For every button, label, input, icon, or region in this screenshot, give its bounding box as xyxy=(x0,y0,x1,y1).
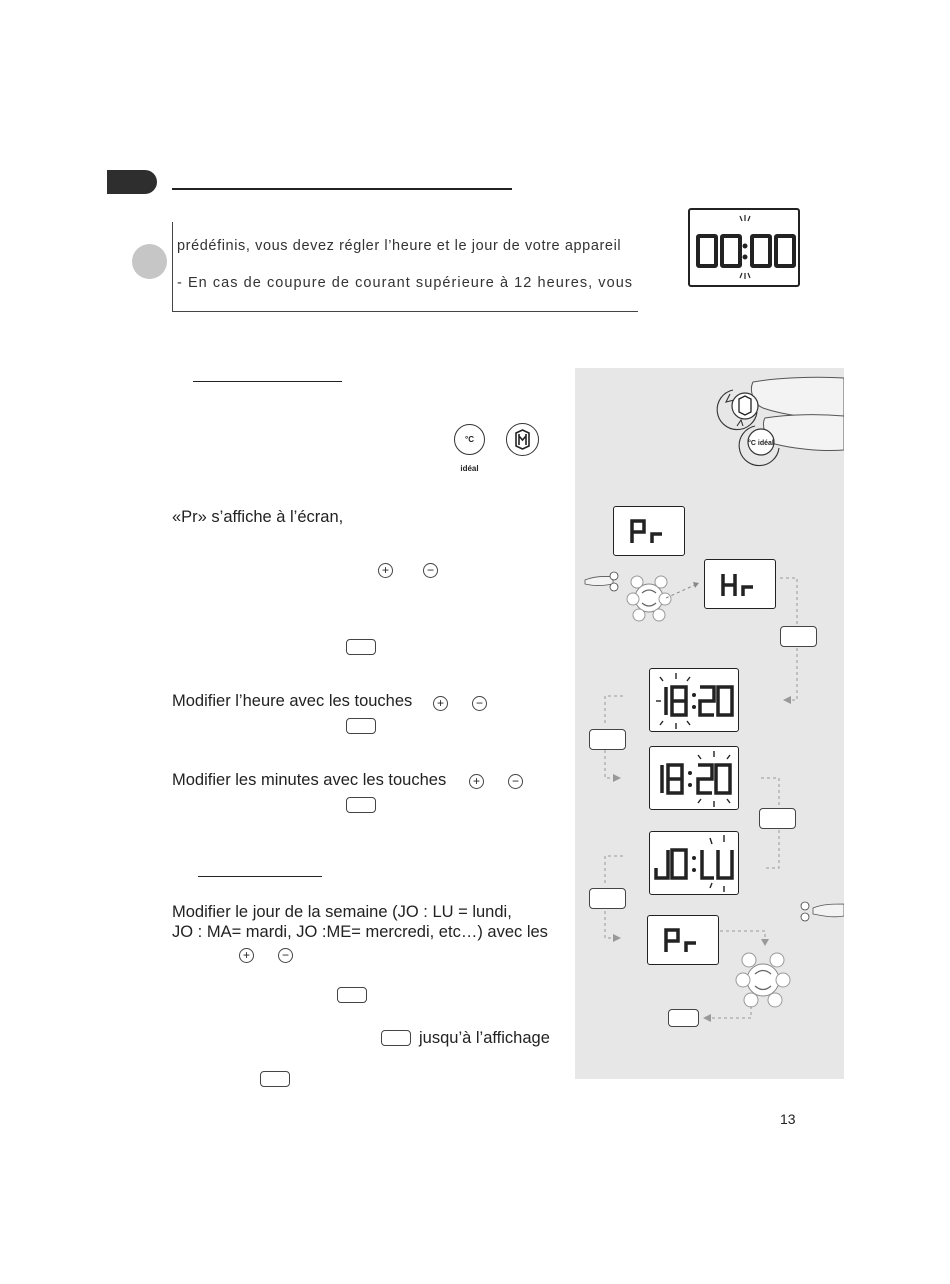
key-icon xyxy=(337,987,367,1003)
subheading-rule-1 xyxy=(193,381,342,382)
day-instruction-line-1: Modifier le jour de la semaine (JO : LU = lundi, xyxy=(172,903,512,921)
day-instruction-line-2: JO : MA= mardi, JO :ME= mercredi, etc…) avec les xyxy=(172,923,548,941)
minus-icon: − xyxy=(278,948,293,963)
minus-icon: − xyxy=(508,774,523,789)
lcd-display-hour-blink xyxy=(649,668,739,732)
key-icon xyxy=(346,797,376,813)
lcd-display-hr xyxy=(704,559,776,609)
diagram-key-icon xyxy=(589,729,626,750)
page-number: 13 xyxy=(780,1111,796,1127)
key-icon xyxy=(346,639,376,655)
plus-icon: + xyxy=(239,948,254,963)
lcd-display-minute-blink xyxy=(649,746,739,810)
hour-instruction: Modifier l’heure avec les touches xyxy=(172,692,413,710)
diagram-key-icon xyxy=(668,1009,699,1027)
lcd-top-segments xyxy=(690,210,798,285)
diagram-key-icon xyxy=(759,808,796,829)
plus-icon: + xyxy=(469,774,484,789)
info-circle xyxy=(132,244,167,279)
lcd-display-day xyxy=(649,831,739,895)
info-line-1: prédéfinis, vous devez régler l’heure et le jour de votre appareil xyxy=(177,238,622,254)
diagram-key-icon xyxy=(780,626,817,647)
until-display-text: jusqu’à l’affichage xyxy=(419,1029,550,1047)
key-icon xyxy=(346,718,376,734)
subheading-rule-2 xyxy=(198,876,322,877)
lcd-display-top xyxy=(688,208,800,287)
title-rule xyxy=(172,188,512,190)
section-tab xyxy=(107,170,157,194)
key-icon xyxy=(381,1030,411,1046)
info-box-bottom-border xyxy=(172,311,638,312)
lcd-display-pr-1 xyxy=(613,506,685,556)
svg-text:°C idéal: °C idéal xyxy=(748,440,774,447)
info-line-2: - En cas de coupure de courant supérieure à 12 heures, vous xyxy=(177,275,634,291)
plus-icon: + xyxy=(378,563,393,578)
ideal-button-icon: °C idéal xyxy=(454,424,485,455)
minus-icon: − xyxy=(472,696,487,711)
menu-button-icon xyxy=(506,423,539,456)
diagram-key-icon xyxy=(589,888,626,909)
minutes-instruction: Modifier les minutes avec les touches xyxy=(172,771,447,789)
minus-icon: − xyxy=(423,563,438,578)
pr-instruction: «Pr» s’affiche à l’écran, xyxy=(172,508,344,526)
key-icon xyxy=(260,1071,290,1087)
plus-icon: + xyxy=(433,696,448,711)
info-box-left-border xyxy=(172,222,173,312)
lcd-display-pr-2 xyxy=(647,915,719,965)
